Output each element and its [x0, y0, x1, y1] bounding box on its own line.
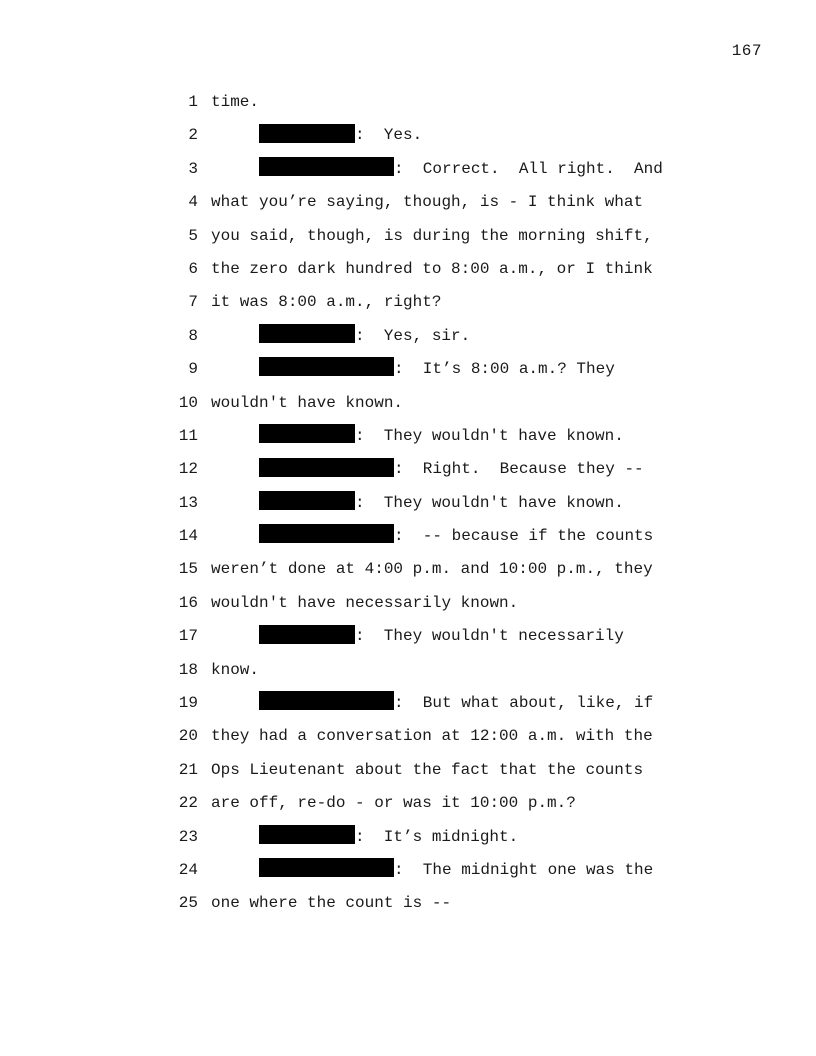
line-text	[211, 387, 403, 420]
transcript-line	[0, 654, 816, 687]
line-content: : They wouldn't have known.	[355, 493, 624, 512]
line-content: wouldn't have necessarily known.	[211, 593, 519, 612]
line-content: know.	[211, 660, 260, 679]
line-text	[211, 286, 441, 319]
transcript-line	[0, 320, 816, 353]
line-content: are off, re-do - or was it 10:00 p.m.?	[211, 794, 576, 813]
line-number: 8	[188, 326, 198, 345]
redacted-speaker-name	[259, 691, 394, 710]
line-number: 14	[178, 527, 198, 546]
line-number: 24	[178, 860, 198, 879]
line-number: 16	[178, 593, 198, 612]
transcript-line	[0, 119, 816, 152]
speaker-turn	[259, 153, 663, 186]
transcript-line	[0, 453, 816, 486]
transcript-line	[0, 253, 816, 286]
transcript-line	[0, 286, 816, 319]
line-content: you said, though, is during the morning shift,	[211, 226, 653, 245]
line-number: 23	[178, 827, 198, 846]
speaker-turn	[259, 453, 644, 486]
redacted-speaker-name	[259, 825, 355, 844]
line-content: : They wouldn't necessarily	[355, 627, 624, 646]
transcript-line	[0, 487, 816, 520]
line-text	[211, 787, 576, 820]
transcript-line	[0, 687, 816, 720]
page-number: 167	[731, 42, 762, 60]
line-content: Ops Lieutenant about the fact that the counts	[211, 760, 644, 779]
line-number: 22	[178, 794, 198, 813]
line-text	[211, 553, 653, 586]
redacted-speaker-name	[259, 524, 394, 543]
speaker-turn	[259, 520, 653, 553]
line-number: 19	[178, 694, 198, 713]
line-text	[211, 654, 259, 687]
line-number: 15	[178, 560, 198, 579]
transcript-line	[0, 153, 816, 186]
transcript-line	[0, 220, 816, 253]
line-number: 12	[178, 460, 198, 479]
line-content: : Right. Because they --	[394, 460, 644, 479]
line-content: weren’t done at 4:00 p.m. and 10:00 p.m., they	[211, 560, 653, 579]
line-content: wouldn't have known.	[211, 393, 404, 412]
line-content: : -- because if the counts	[394, 527, 654, 546]
redacted-speaker-name	[259, 324, 355, 343]
transcript-line	[0, 353, 816, 386]
line-number: 20	[178, 727, 198, 746]
speaker-turn	[259, 821, 518, 854]
transcript-line	[0, 787, 816, 820]
transcript-line	[0, 854, 816, 887]
line-content: : Yes.	[355, 126, 423, 145]
line-content: : Correct. All right. And	[394, 159, 663, 178]
transcript-line	[0, 553, 816, 586]
line-number: 1	[188, 93, 198, 111]
transcript-line	[0, 186, 816, 219]
line-number: 3	[188, 159, 198, 178]
redacted-speaker-name	[259, 491, 355, 510]
line-text	[211, 86, 259, 119]
line-number: 13	[178, 493, 198, 512]
line-content: : Yes, sir.	[355, 326, 471, 345]
line-number: 25	[178, 894, 198, 913]
line-content: time.	[211, 93, 260, 111]
transcript-line	[0, 754, 816, 787]
line-text	[211, 186, 643, 219]
line-content: : It’s 8:00 a.m.? They	[394, 360, 615, 379]
transcript-line	[0, 587, 816, 620]
line-number: 4	[188, 193, 198, 212]
speaker-turn	[259, 119, 422, 152]
transcript-line	[0, 86, 816, 119]
line-number: 11	[178, 426, 198, 445]
line-number: 18	[178, 660, 198, 679]
speaker-turn	[259, 353, 615, 386]
line-text	[211, 754, 643, 787]
redacted-speaker-name	[259, 458, 394, 477]
line-content: one where the count is --	[211, 894, 452, 913]
line-number: 10	[178, 393, 198, 412]
transcript-body	[0, 86, 816, 921]
line-text	[211, 887, 451, 920]
redacted-speaker-name	[259, 625, 355, 644]
line-content: they had a conversation at 12:00 a.m. with the	[211, 727, 653, 746]
speaker-turn	[259, 420, 624, 453]
transcript-line	[0, 520, 816, 553]
redacted-speaker-name	[259, 424, 355, 443]
speaker-turn	[259, 687, 653, 720]
transcript-line	[0, 620, 816, 653]
line-content: the zero dark hundred to 8:00 a.m., or I think	[211, 259, 653, 278]
speaker-turn	[259, 320, 470, 353]
line-number: 21	[178, 760, 198, 779]
transcript-line	[0, 720, 816, 753]
line-number: 9	[188, 360, 198, 379]
line-content: : It’s midnight.	[355, 827, 519, 846]
line-content: what you’re saying, though, is - I think what	[211, 193, 644, 212]
line-content: : The midnight one was the	[394, 860, 654, 879]
line-content: : They wouldn't have known.	[355, 426, 624, 445]
redacted-speaker-name	[259, 157, 394, 176]
line-content: it was 8:00 a.m., right?	[211, 293, 442, 312]
speaker-turn	[259, 854, 653, 887]
line-number: 7	[188, 293, 198, 312]
line-number: 5	[188, 226, 198, 245]
redacted-speaker-name	[259, 124, 355, 143]
line-number: 6	[188, 259, 198, 278]
speaker-turn	[259, 620, 624, 653]
line-text	[211, 220, 653, 253]
transcript-line	[0, 821, 816, 854]
line-text	[211, 720, 653, 753]
line-text	[211, 253, 653, 286]
transcript-line	[0, 420, 816, 453]
line-content: : But what about, like, if	[394, 694, 654, 713]
line-text	[211, 587, 518, 620]
redacted-speaker-name	[259, 858, 394, 877]
transcript-line	[0, 387, 816, 420]
redacted-speaker-name	[259, 357, 394, 376]
line-number: 17	[178, 627, 198, 646]
line-number: 2	[188, 126, 198, 145]
speaker-turn	[259, 487, 624, 520]
transcript-line	[0, 887, 816, 920]
